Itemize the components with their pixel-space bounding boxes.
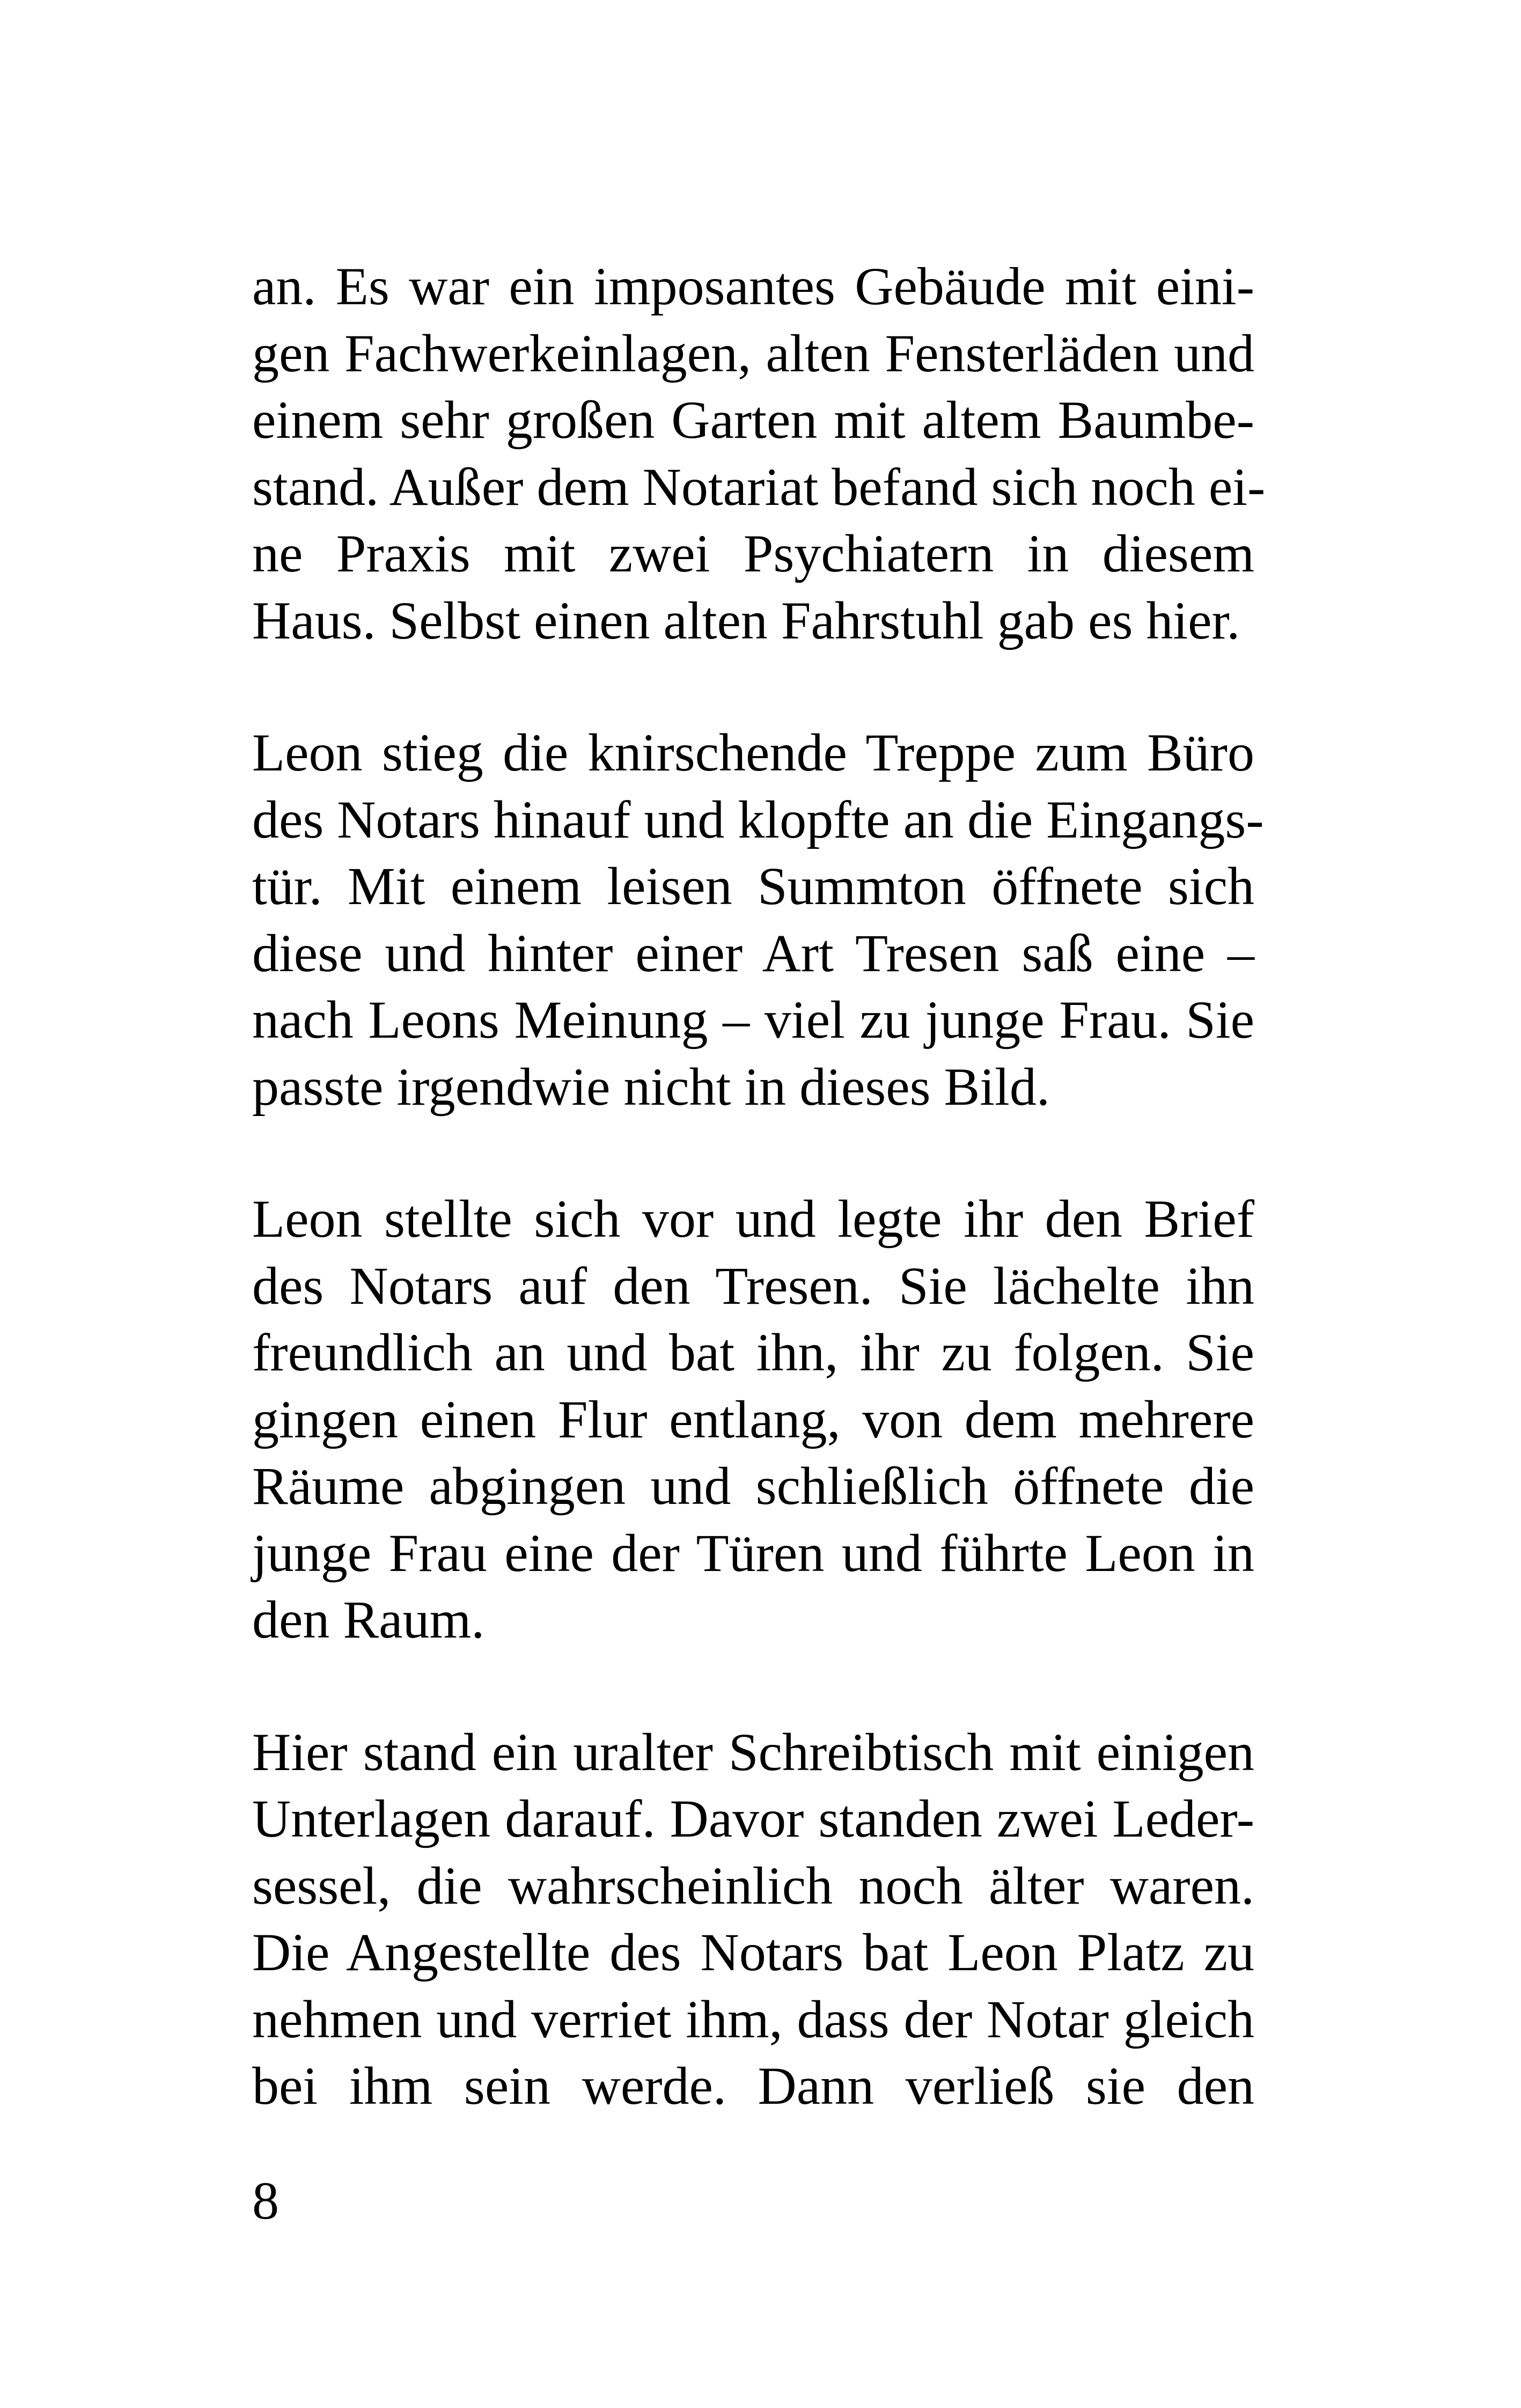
text-line: Räume abgingen und schließlich öffnete die [252, 1456, 1254, 1516]
text-line: nach Leons Meinung – viel zu junge Frau. Sie [252, 990, 1254, 1049]
text-line: gingen einen Flur entlang, von dem mehrere [252, 1389, 1254, 1449]
paragraph-4 [252, 1719, 1254, 2120]
text-line: einem sehr großen Garten mit altem Baumbe- [252, 390, 1254, 450]
paragraph-3 [252, 1186, 1254, 1654]
text-line: junge Frau eine der Türen und führte Leon in [252, 1523, 1254, 1583]
text-line: an. Es war ein imposantes Gebäude mit eini- [252, 256, 1254, 316]
text-line: gen Fachwerkeinlagen, alten Fensterläden und [252, 323, 1254, 383]
paragraph-1 [252, 253, 1266, 654]
text-line: des Notars hinauf und klopfte an die Eingangs- [252, 789, 1264, 849]
paragraph-2 [252, 720, 1264, 1120]
text-line: freundlich an und bat ihn, ihr zu folgen. Sie [252, 1323, 1254, 1382]
text-line: des Notars auf den Tresen. Sie lächelte ihn [252, 1256, 1254, 1316]
text-line: Unterlagen darauf. Davor standen zwei Leder- [252, 1789, 1254, 1848]
body-text [252, 253, 1266, 2185]
text-line: diese und hinter einer Art Tresen saß eine – [252, 923, 1254, 983]
text-line: sessel, die wahrscheinlich noch älter waren. [252, 1855, 1254, 1915]
text-line: ne Praxis mit zwei Psychiatern in diesem [252, 524, 1254, 583]
text-line: passte irgendwie nicht in dieses Bild. [252, 1056, 1050, 1117]
text-line: stand. Außer dem Notariat befand sich noch ei- [252, 457, 1266, 517]
page-number: 8 [252, 2171, 279, 2230]
text-line: Haus. Selbst einen alten Fahrstuhl gab es hier. [252, 590, 1240, 650]
text-line: tür. Mit einem leisen Summton öffnete sich [252, 856, 1254, 916]
text-line: Hier stand ein uralter Schreibtisch mit einigen [252, 1722, 1254, 1782]
text-line: Die Angestellte des Notars bat Leon Platz zu [252, 1922, 1254, 1982]
text-line: Leon stieg die knirschende Treppe zum Büro [252, 723, 1254, 782]
text-line: Leon stellte sich vor und legte ihr den Brief [252, 1189, 1254, 1249]
text-line: nehmen und verriet ihm, dass der Notar gleich [252, 1989, 1254, 2049]
text-line: den Raum. [252, 1590, 485, 1649]
text-line: bei ihm sein werde. Dann verließ sie den [252, 2056, 1254, 2116]
